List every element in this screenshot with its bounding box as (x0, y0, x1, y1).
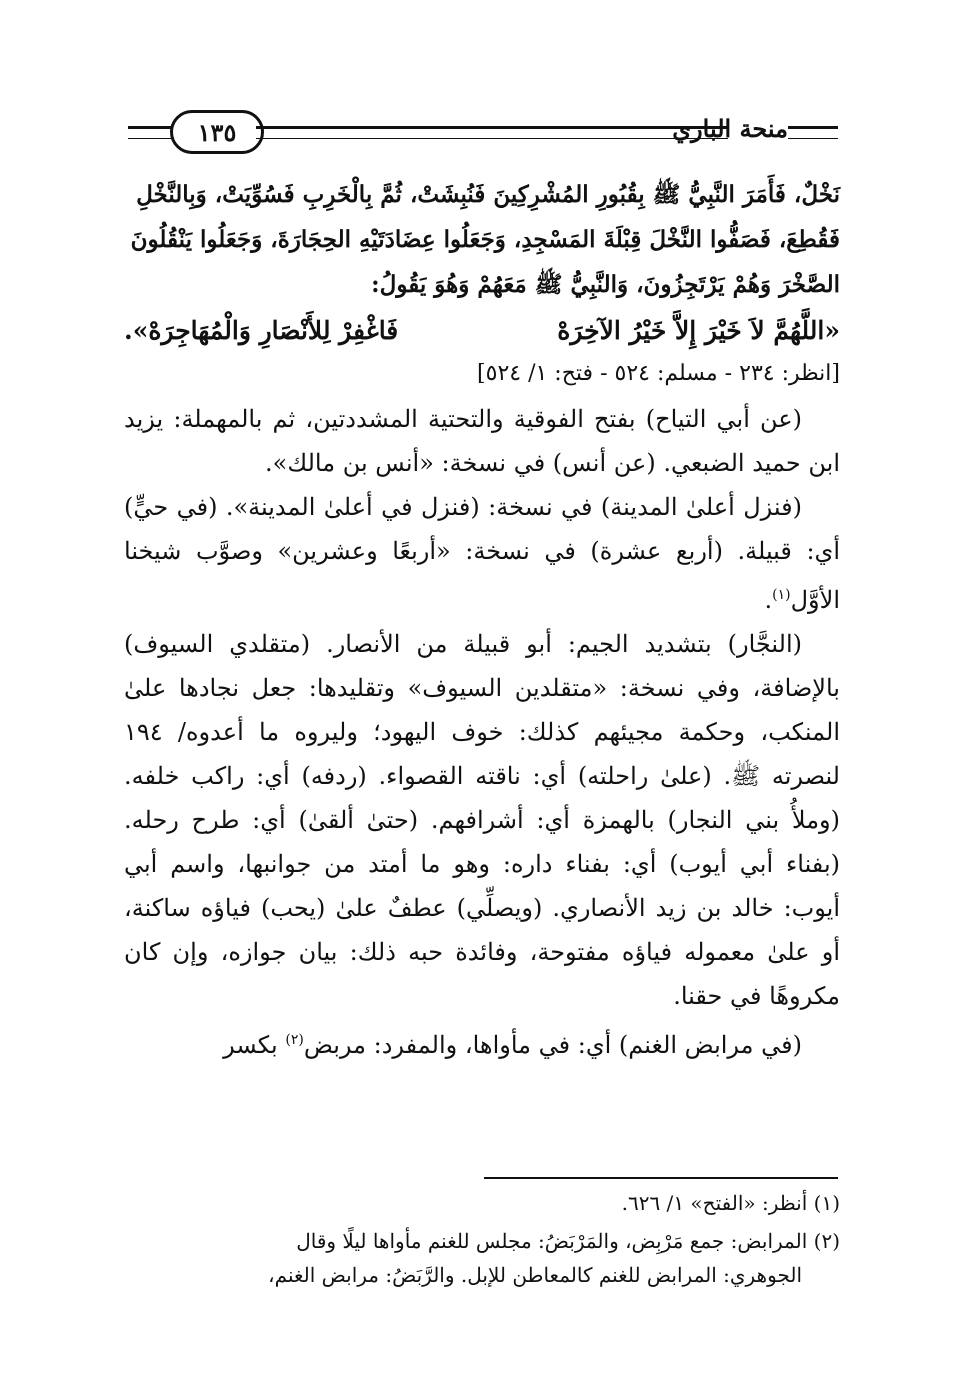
commentary-paragraph-3: (النجَّار) بتشديد الجيم: أبو قبيلة من الأنصار. (متقلدي السيوف) بالإضافة، وفي نسخة: «متقلدين السيوف» وتقليدها: جعل نجادها علىٰ المنكب، وحكمة مجيئهم كذلك: خوف اليهود؛ وليروه ما أعدوه/ ١٩٤ لنصرته ﷺ. (علىٰ راحلته) أي: ناقته القصواء. (ردفه) أي: راكب خلفه. (وملأُ بني النجار) بالهمزة أي: أشرافهم. (حتىٰ ألقىٰ) أي: طرح رحله. (بفناء أبي أيوب) أي: بفناء داره: وهو ما أمتد من جوانبها، واسم أبي أيوب: خالد بن زيد الأنصاري. (ويصلِّي) عطفٌ علىٰ (يحب) فياؤه ساكنة، أو علىٰ معموله فياؤه مفتوحة، وفائدة حبه ذلك: بيان جوازه، وإن كان مكروهًا في حقنا. (124, 630, 840, 1010)
footnote-mark-1: (١) (772, 587, 791, 603)
hadith-reference: [انظر: ٢٣٤ - مسلم: ٥٢٤ - فتح: ١/ ٥٢٤] (477, 361, 840, 386)
header-rule-left (128, 126, 173, 139)
header-rule-right (788, 126, 838, 139)
footnote-1: (١) أنظر: «الفتح» ١/ ٦٢٦. (621, 1191, 840, 1215)
footnote-separator (484, 1177, 838, 1179)
paragraph-2-text: (فنزل أعلىٰ المدينة) في نسخة: (فنزل في أعلىٰ المدينة». (في حيٍّ) أي: قبيلة. (أربع عشرة) في نسخة: «أربعًا وعشرين» وصوَّب شيخنا الأوَّل (124, 493, 840, 614)
footnotes (124, 1186, 840, 1296)
commentary-paragraph-4 (124, 1018, 840, 1067)
poetry-verse (124, 307, 840, 355)
page-header (128, 108, 838, 156)
header-rule-middle (256, 126, 728, 139)
commentary-paragraph-2 (124, 485, 840, 622)
page-number: ١٣٥ (170, 110, 264, 154)
paragraph-2-end: . (764, 586, 773, 614)
verse-second-hemistich: فَاغْفِرْ لِلأَنْصَارِ وَالْمُهَاجِرَهْ». (124, 316, 399, 345)
footnote-mark-2: (٢) (285, 1032, 304, 1048)
book-title: منحة الباري (672, 114, 788, 143)
hadith-line-3: الصَّخْرَ وَهُمْ يَرْتَجِزُونَ، وَالنَّبِيُّ ﷺ مَعَهُمْ وَهُوَ يَقُولُ: (371, 271, 840, 298)
paragraph-4-end: بكسر (223, 1031, 286, 1059)
hadith-line-1: نَخْلٌ، فَأَمَرَ النَّبِيُّ ﷺ بِقُبُورِ المُشْرِكِينَ فَنُبِشَتْ، ثُمَّ بِالْخَرِبِ فَسُوِّيَتْ، وَبِالنَّخْلِ (136, 181, 840, 208)
main-text (124, 172, 840, 1067)
verse-first-hemistich: «اللَّهُمَّ لاَ خَيْرَ إِلاَّ خَيْرُ الآخِرَهْ (557, 316, 840, 345)
hadith-line-2: فَقُطِعَ، فَصَفُّوا النَّخْلَ قِبْلَةَ المَسْجِدِ، وَجَعَلُوا عِضَادَتَيْهِ الحِجَارَةَ، وَجَعَلُوا يَنْقُلُونَ (130, 226, 840, 253)
footnote-2-line-2: الجوهري: المرابض للغنم كالمعاطن للإبل. والرَّبَضُ: مرابض الغنم، (268, 1263, 802, 1287)
paragraph-4-text: (في مرابض الغنم) أي: في مأواها، والمفرد: مربض (303, 1031, 802, 1059)
footnote-2-line-1: (٢) المرابض: جمع مَرْبِض، والمَرْبَضُ: مجلس للغنم مأواها ليلًا وقال (296, 1229, 840, 1253)
commentary-paragraph-1: (عن أبي التياح) بفتح الفوقية والتحتية المشددتين، ثم بالمهملة: يزيد ابن حميد الضبعي. (عن أنس) في نسخة: «أنس بن مالك». (124, 405, 840, 477)
